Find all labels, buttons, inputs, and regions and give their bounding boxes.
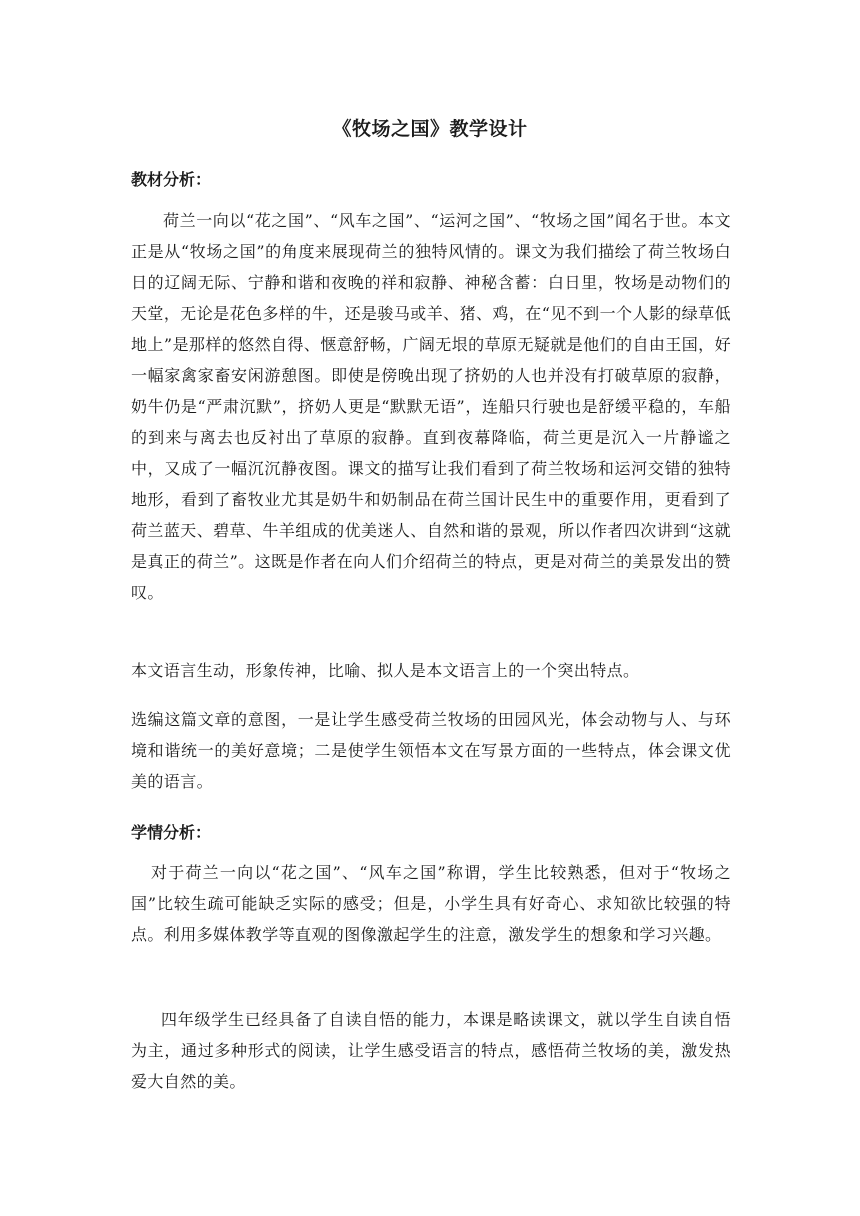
paragraph-learner-analysis-2: 四年级学生已经具备了自读自悟的能力，本课是略读课文，就以学生自读自悟为主，通过多种形式的阅读，让学生感受语言的特点，感悟荷兰牧场的美，激发热爱大自然的美。: [131, 1010, 731, 1091]
paragraph-textbook-analysis-3: 选编这篇文章的意图，一是让学生感受荷兰牧场的田园风光，体会动物与人、与环境和谐统一的美好意境；二是使学生领悟本文在写景方面的一些特点，体会课文优美的语言。: [131, 710, 731, 791]
paragraph-learner-analysis-1: 对于荷兰一向以“花之国”、“风车之国”称谓，学生比较熟悉，但对于“牧场之国”比较生疏可能缺乏实际的感受；但是，小学生具有好奇心、求知欲比较强的特点。利用多媒体教学等直观的图像激起学生的注意，激发学生的想象和学习兴趣。: [131, 863, 731, 944]
paragraph-textbook-analysis-1: 荷兰一向以“花之国”、“风车之国”、“运河之国”、“牧场之国”闻名于世。本文正是从“牧场之国”的角度来展现荷兰的独特风情的。课文为我们描绘了荷兰牧场白日的辽阔无际、宁静和谐和夜晚的祥和寂静、神秘含蓄：白日里，牧场是动物们的天堂，无论是花色多样的牛，还是骏马或羊、猪、鸡，在“见不到一个人影的绿草低地上”是那样的悠然自得、惬意舒畅，广阔无垠的草原无疑就是他们的自由王国，好一幅家禽家畜安闲游憩图。即使是傍晚出现了挤奶的人也并没有打破草原的寂静，奶牛仍是“严肃沉默”，挤奶人更是“默默无语”，连船只行驶也是舒缓平稳的，车船的到来与离去也反衬出了草原的寂静。直到夜幕降临，荷兰更是沉入一片静谧之中，又成了一幅沉沉静夜图。课文的描写让我们看到了荷兰牧场和运河交错的独特地形，看到了畜牧业尤其是奶牛和奶制品在荷兰国计民生中的重要作用，更看到了荷兰蓝天、碧草、牛羊组成的优美迷人、自然和谐的景观，所以作者四次讲到“这就是真正的荷兰”。这既是作者在向人们介绍荷兰的特点，更是对荷兰的美景发出的赞叹。: [131, 211, 731, 602]
paragraph-textbook-analysis-2: 本文语言生动，形象传神，比喻、拟人是本文语言上的一个突出特点。: [131, 661, 640, 680]
section-heading-learner-analysis: 学情分析：: [131, 823, 212, 842]
section-heading-textbook-analysis: 教材分析：: [131, 170, 212, 189]
document-title: 《牧场之国》教学设计: [332, 118, 528, 140]
